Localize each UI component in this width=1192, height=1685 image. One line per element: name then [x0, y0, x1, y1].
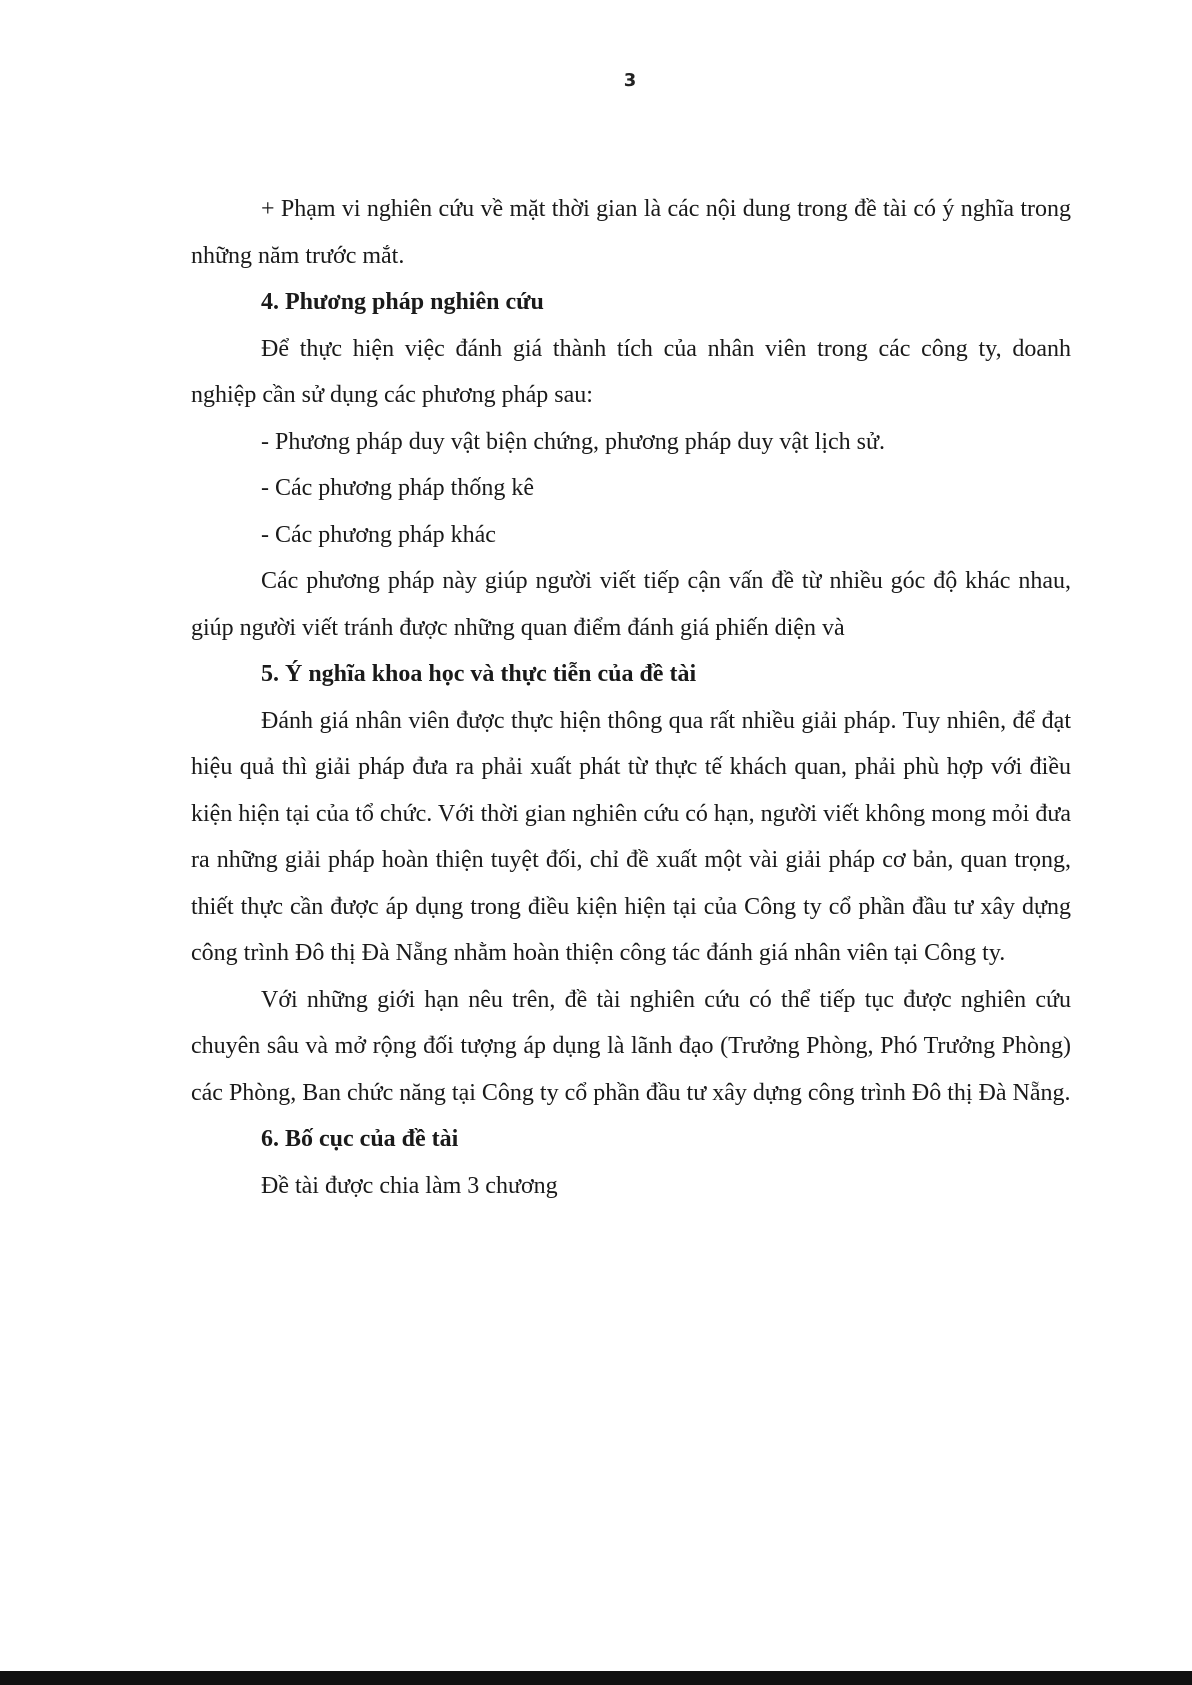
structure-paragraph: Đề tài được chia làm 3 chương — [261, 1172, 558, 1199]
methods-benefit-paragraph: Các phương pháp này giúp người viết tiếp cận vấn đề từ nhiều góc độ khác nhau, giúp người viết tránh được những quan điểm đánh giá phiến diện và — [191, 568, 1071, 641]
method-item-dialectical: - Phương pháp duy vật biện chứng, phương pháp duy vật lịch sử. — [261, 428, 885, 455]
significance-paragraph: Đánh giá nhân viên được thực hiện thông qua rất nhiều giải pháp. Tuy nhiên, để đạt hiệu quả thì giải pháp đưa ra phải xuất phát từ thực tế khách quan, phải phù hợp với điều kiện hiện tại của tổ chức. Với thời gian nghiên cứu có hạn, người viết không mong mỏi đưa ra những giải pháp hoàn thiện tuyệt đối, chỉ đề xuất một vài giải pháp cơ bản, quan trọng, thiết thực cần được áp dụng trong điều kiện hiện tại của Công ty cổ phần đầu tư xây dựng công trình Đô thị Đà Nẵng nhằm hoàn thiện công tác đánh giá nhân viên tại Công ty. — [191, 707, 1071, 966]
page-number: 3 — [623, 70, 637, 91]
scope-time-paragraph: + Phạm vi nghiên cứu về mặt thời gian là các nội dung trong đề tài có ý nghĩa trong những năm trước mắt. — [191, 196, 1071, 269]
limitations-paragraph: Với những giới hạn nêu trên, đề tài nghiên cứu có thể tiếp tục được nghiên cứu chuyên sâu và mở rộng đối tượng áp dụng là lãnh đạo (Trưởng Phòng, Phó Trưởng Phòng) các Phòng, Ban chức năng tại Công ty cổ phần đầu tư xây dựng công trình Đô thị Đà Nẵng. — [191, 986, 1071, 1106]
method-item-other: - Các phương pháp khác — [261, 521, 496, 548]
method-item-statistical: - Các phương pháp thống kê — [261, 475, 534, 501]
methods-intro-paragraph: Để thực hiện việc đánh giá thành tích của nhân viên trong các công ty, doanh nghiệp cần sử dụng các phương pháp sau: — [191, 335, 1071, 408]
bottom-edge-bar — [0, 1671, 1192, 1685]
section-heading-significance: 5. Ý nghĩa khoa học và thực tiễn của đề tài — [261, 661, 697, 687]
section-heading-methods: 4. Phương pháp nghiên cứu — [261, 289, 544, 315]
page-content — [191, 186, 1071, 1209]
section-heading-structure: 6. Bố cục của đề tài — [261, 1126, 459, 1152]
